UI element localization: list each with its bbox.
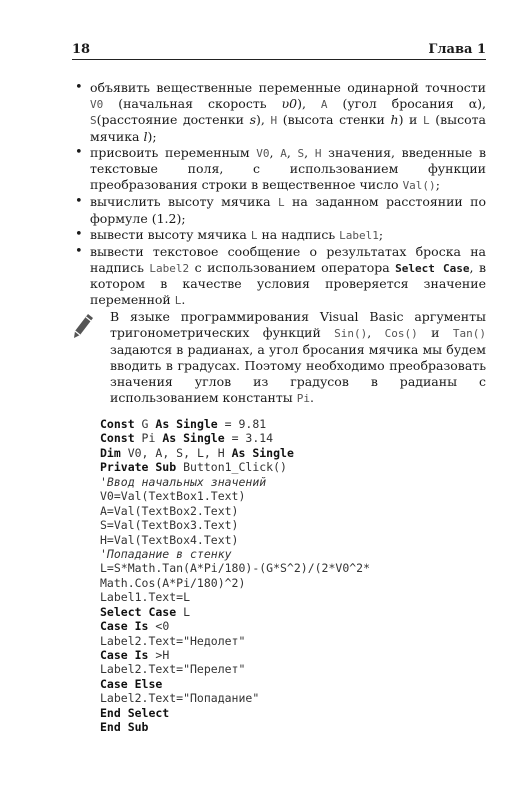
bullet-text: ,: [269, 144, 281, 160]
bullet-text: на надпись: [257, 226, 340, 242]
math-variable: l: [143, 128, 148, 144]
inline-code: Cos(): [384, 327, 418, 340]
inline-code: Tan(): [452, 327, 486, 340]
code-line: [100, 518, 480, 532]
inline-code: A: [280, 146, 287, 160]
page-number: 18: [72, 42, 91, 57]
code-keyword: Select Case: [100, 604, 177, 619]
code-keyword: Const: [100, 431, 135, 446]
inline-code: Pi: [296, 392, 310, 405]
code-line: [100, 662, 480, 676]
code-keyword: Dim: [100, 445, 121, 460]
inline-code: Label2: [149, 261, 190, 275]
code-keyword: As Single: [231, 445, 294, 460]
code-line: [100, 460, 480, 474]
bullet-text: ),: [256, 112, 271, 128]
bullet-text: (высота мячика: [90, 112, 486, 144]
chapter-title: Глава 1: [428, 42, 486, 57]
note-text: и: [417, 325, 453, 340]
bullet-text: на заданном расстоянии по формуле (1.2);: [90, 194, 487, 226]
code-line: [100, 590, 480, 604]
bullet-item: [72, 227, 486, 244]
code-keyword: As Single: [155, 417, 218, 431]
code-text: V0, A, S, L, H: [120, 445, 232, 460]
code-text: Math.Cos(A*Pi/180)^2): [100, 575, 246, 590]
bullet-item: [72, 80, 486, 144]
code-line: [100, 446, 480, 460]
inline-code: Sin(): [334, 327, 368, 340]
code-text: Button1_Click(): [176, 460, 287, 475]
code-text: Label2.Text="Недолет": [100, 633, 246, 648]
note-text: В языке программирования Visual Basic аргументы тригонометрических функций: [110, 309, 486, 340]
note-text: ,: [367, 325, 385, 340]
bullet-text: ;: [435, 177, 440, 193]
code-line: [100, 720, 480, 734]
bullet-text: (расстояние достенки: [96, 112, 250, 128]
inline-keyword: Select Case: [395, 261, 470, 275]
inline-code: V0: [90, 97, 104, 111]
code-text: Label1.Text=L: [100, 590, 191, 605]
bullet-text: ,: [286, 144, 298, 160]
bullet-text: );: [147, 128, 157, 144]
code-comment: 'Попадание в стенку: [100, 546, 232, 561]
bullet-text: вывести текстовое сообщение о результатах броска на надпись: [90, 243, 486, 275]
code-line: [100, 417, 480, 431]
inline-code: V0: [256, 146, 270, 160]
code-line: [100, 533, 480, 547]
code-line: [100, 431, 480, 445]
code-line: [100, 561, 480, 575]
code-line: [100, 648, 480, 662]
inline-code: L: [278, 196, 285, 210]
code-text: = 3.14: [224, 431, 274, 446]
bullet-text: , в котором в качестве условия проверяется значение переменной: [90, 259, 486, 307]
code-text: L=S*Math.Tan(A*Pi/180)-(G*S^2)/(2*V0^2*: [100, 561, 371, 576]
bullet-text: присвоить переменным: [90, 144, 257, 160]
bullet-text: ),: [297, 95, 321, 111]
inline-code: S: [297, 146, 305, 160]
code-keyword: Case Is: [100, 619, 149, 634]
inline-code: L: [174, 293, 182, 307]
code-line: [100, 634, 480, 648]
bullet-text: .: [181, 291, 186, 307]
code-line: [100, 504, 480, 518]
running-header: [72, 40, 486, 60]
code-line: [100, 677, 480, 691]
code-text: V0=Val(TextBox1.Text): [100, 489, 246, 504]
code-keyword: Case Is: [100, 648, 149, 662]
inline-code: A: [320, 97, 328, 111]
code-line: [100, 691, 480, 705]
code-text: H=Val(TextBox4.Text): [100, 532, 239, 547]
math-variable: υ0: [281, 95, 298, 111]
code-keyword: As Single: [162, 431, 225, 446]
bullet-item: [72, 194, 486, 226]
bullet-text: (высота стенки: [277, 112, 391, 128]
inline-code: Val(): [402, 179, 436, 193]
code-text: >H: [148, 648, 170, 662]
code-text: = 9.81: [217, 417, 267, 431]
bullet-text: ,: [304, 144, 315, 160]
bullet-text: объявить вещественные переменные одинарной точности: [90, 80, 486, 95]
code-line: [100, 547, 480, 561]
bullet-item: [72, 145, 486, 194]
math-variable: s: [249, 112, 257, 128]
code-line: [100, 489, 480, 503]
code-text: Pi: [134, 431, 163, 446]
code-line: [100, 475, 480, 489]
header-rule: [72, 59, 486, 60]
code-line: [100, 619, 480, 633]
code-keyword: Case Else: [100, 676, 163, 691]
inline-code: H: [270, 114, 278, 128]
code-text: S=Val(TextBox3.Text): [100, 518, 239, 533]
code-keyword: Const: [100, 417, 135, 431]
inline-code: L: [250, 228, 258, 242]
inline-code: L: [423, 114, 430, 128]
code-listing: [100, 417, 480, 735]
note-text: [110, 309, 486, 407]
code-line: [100, 706, 480, 720]
math-variable: h: [390, 112, 399, 128]
code-text: Label2.Text="Перелет": [100, 662, 246, 677]
code-line: [100, 576, 480, 590]
bullet-text: (начальная скорость: [103, 95, 282, 111]
bullet-text: значения, введенные в текстовые поля, с использованием функции преобразования строки в вещественное число: [90, 144, 486, 193]
bullet-list: [72, 80, 486, 309]
code-keyword: End Select: [100, 705, 170, 720]
code-keyword: End Sub: [100, 720, 149, 735]
bullet-text: вывести высоту мячика: [90, 226, 251, 242]
bullet-text: с использованием оператора: [189, 259, 396, 275]
note-text: задаются в радианах, а угол бросания мячика мы будем вводить в градусах. Поэтому необходимо преобразовать значения углов из градусов в радианы с использованием константы: [110, 342, 486, 405]
inline-code: S: [90, 114, 97, 128]
bullet-item: [72, 244, 486, 308]
bullet-text: вычислить высоту мячика: [90, 194, 279, 210]
note-text: .: [309, 390, 314, 405]
inline-code: Label1: [339, 228, 379, 242]
code-text: L: [176, 604, 191, 619]
code-comment: 'Ввод начальных значений: [100, 474, 267, 489]
code-text: G: [134, 417, 156, 431]
code-text: A=Val(TextBox2.Text): [100, 503, 239, 518]
pencil-note-icon: [72, 313, 94, 339]
code-keyword: Private Sub: [100, 460, 177, 475]
bullet-text: (угол бросания α),: [327, 95, 486, 111]
code-line: [100, 605, 480, 619]
code-text: <0: [148, 619, 170, 634]
bullet-text: ) и: [398, 112, 423, 128]
bullet-text: ;: [378, 226, 384, 242]
code-text: Label2.Text="Попадание": [100, 691, 260, 706]
inline-code: H: [314, 146, 322, 160]
